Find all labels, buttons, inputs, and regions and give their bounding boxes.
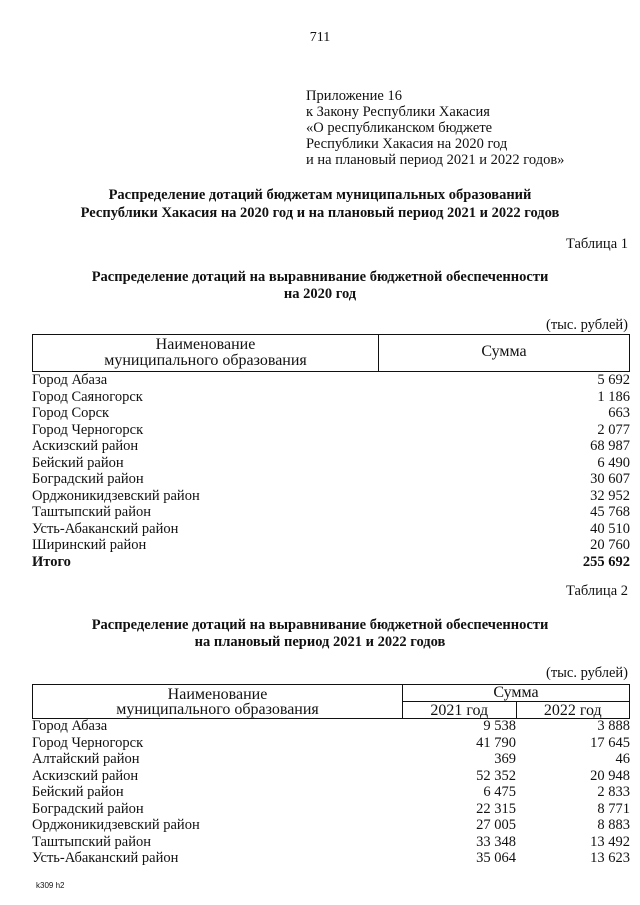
row-value-2021: 41 790 xyxy=(476,734,516,751)
table1-title-line: Распределение дотаций на выравнивание бюджетной обеспеченности xyxy=(91,269,549,285)
table2-header-sum-group xyxy=(403,685,629,718)
row-value: 40 510 xyxy=(590,520,630,537)
row-value-2021: 6 475 xyxy=(483,784,516,800)
row-value-2021: 33 348 xyxy=(476,833,516,850)
table1-body xyxy=(32,372,630,570)
table-row xyxy=(32,438,630,455)
table2-header-name xyxy=(33,685,403,718)
total-label: Итого xyxy=(32,553,71,570)
table2-header-years xyxy=(403,702,629,719)
table-row xyxy=(32,834,630,851)
table2-label: Таблица 2 xyxy=(565,583,628,599)
table2-header-sum: Сумма xyxy=(403,685,629,702)
row-name: Таштыпский район xyxy=(32,833,152,850)
table1-title-line: на 2020 год xyxy=(283,286,357,302)
table2-header xyxy=(32,684,630,719)
footer-code: k309 h2 xyxy=(36,881,65,890)
row-value: 2 077 xyxy=(597,421,630,438)
table2-units: (тыс. рублей) xyxy=(546,665,628,681)
table-row xyxy=(32,784,630,801)
row-value: 6 490 xyxy=(597,454,630,471)
row-name: Бейский район xyxy=(32,454,124,471)
row-value: 663 xyxy=(608,405,630,421)
table2-body xyxy=(32,718,630,867)
row-value: 5 692 xyxy=(597,372,630,388)
table-row xyxy=(32,471,630,488)
header-name-line: Наименование xyxy=(167,686,268,703)
row-value: 45 768 xyxy=(590,504,630,520)
row-name: Боградский район xyxy=(32,471,144,487)
page-number: 711 xyxy=(309,30,331,45)
row-name: Город Абаза xyxy=(32,718,108,734)
row-value: 32 952 xyxy=(590,487,630,504)
table1-header-name xyxy=(33,335,379,371)
table-row xyxy=(32,488,630,505)
table-row xyxy=(32,504,630,521)
row-name: Ширинский район xyxy=(32,537,147,553)
appendix-line: «О республиканском бюджете xyxy=(306,120,493,136)
row-name: Таштыпский район xyxy=(32,504,152,520)
row-value-2021: 369 xyxy=(494,751,516,767)
row-name: Орджоникидзевский район xyxy=(32,487,200,504)
row-value: 1 186 xyxy=(597,388,630,405)
row-name: Город Черногорск xyxy=(32,734,144,751)
table-row xyxy=(32,718,630,735)
table1-header-sum: Сумма xyxy=(481,343,527,360)
row-name: Аскизский район xyxy=(32,438,139,454)
table-row xyxy=(32,422,630,439)
row-value-2021: 22 315 xyxy=(476,800,516,817)
row-value: 20 760 xyxy=(590,537,630,553)
row-value-2022: 8 883 xyxy=(597,817,630,833)
row-name: Усть-Абаканский район xyxy=(32,520,179,537)
appendix-line: Приложение 16 xyxy=(306,88,402,104)
row-value: 68 987 xyxy=(590,438,630,454)
row-value-2022: 20 948 xyxy=(590,767,630,784)
row-name: Усть-Абаканский район xyxy=(32,850,179,866)
row-name: Город Абаза xyxy=(32,372,108,388)
row-value-2021: 9 538 xyxy=(483,718,516,734)
table2-title-line: Распределение дотаций на выравнивание бюджетной обеспеченности xyxy=(91,617,549,633)
appendix-line: к Закону Республики Хакасия xyxy=(306,104,490,120)
row-name: Город Саяногорск xyxy=(32,388,143,405)
table2-title xyxy=(0,617,640,651)
row-name: Орджоникидзевский район xyxy=(32,817,200,833)
row-name: Аскизский район xyxy=(32,767,139,784)
table-row xyxy=(32,405,630,422)
row-value-2022: 13 623 xyxy=(590,850,630,866)
appendix-header xyxy=(306,88,564,168)
row-name: Город Черногорск xyxy=(32,421,144,438)
table2-title-line: на плановый период 2021 и 2022 годов xyxy=(194,634,446,650)
header-name-line: Наименование xyxy=(155,336,256,353)
header-name-line: муниципального образования xyxy=(104,352,307,369)
table-row xyxy=(32,801,630,818)
row-value-2022: 17 645 xyxy=(590,734,630,751)
title-line: Распределение дотаций бюджетам муниципальных образований xyxy=(108,187,532,203)
table1-units: (тыс. рублей) xyxy=(546,317,628,333)
header-year-2021: 2021 год xyxy=(403,702,517,719)
row-value: 30 607 xyxy=(590,471,630,487)
row-value-2022: 8 771 xyxy=(597,800,630,817)
row-value-2021: 27 005 xyxy=(476,817,516,833)
document-title xyxy=(0,186,640,222)
row-name: Боградский район xyxy=(32,800,144,817)
row-name: Бейский район xyxy=(32,784,124,800)
table-row xyxy=(32,372,630,389)
appendix-line: Республики Хакасия на 2020 год xyxy=(306,136,508,152)
table-row xyxy=(32,850,630,867)
table-row xyxy=(32,389,630,406)
table-row xyxy=(32,735,630,752)
header-year-2022: 2022 год xyxy=(543,702,602,719)
row-name: Алтайский район xyxy=(32,751,140,767)
row-value-2021: 35 064 xyxy=(476,850,516,866)
table1-label: Таблица 1 xyxy=(565,236,628,252)
table-row xyxy=(32,768,630,785)
appendix-line: и на плановый период 2021 и 2022 годов» xyxy=(306,152,565,168)
table-row xyxy=(32,521,630,538)
row-value-2022: 2 833 xyxy=(597,784,630,800)
title-line: Республики Хакасия на 2020 год и на плановый период 2021 и 2022 годов xyxy=(80,205,560,221)
table1-header xyxy=(32,334,630,372)
row-value-2022: 13 492 xyxy=(590,833,630,850)
table-row xyxy=(32,817,630,834)
table-row xyxy=(32,455,630,472)
row-value-2022: 3 888 xyxy=(597,718,630,734)
row-value-2021: 52 352 xyxy=(476,767,516,784)
header-name-line: муниципального образования xyxy=(116,701,319,718)
table-row xyxy=(32,537,630,554)
row-value-2022: 46 xyxy=(615,751,630,767)
row-name: Город Сорск xyxy=(32,405,110,421)
table1-title xyxy=(0,269,640,303)
table-row xyxy=(32,751,630,768)
total-value: 255 692 xyxy=(582,553,630,570)
total-row xyxy=(32,554,630,571)
